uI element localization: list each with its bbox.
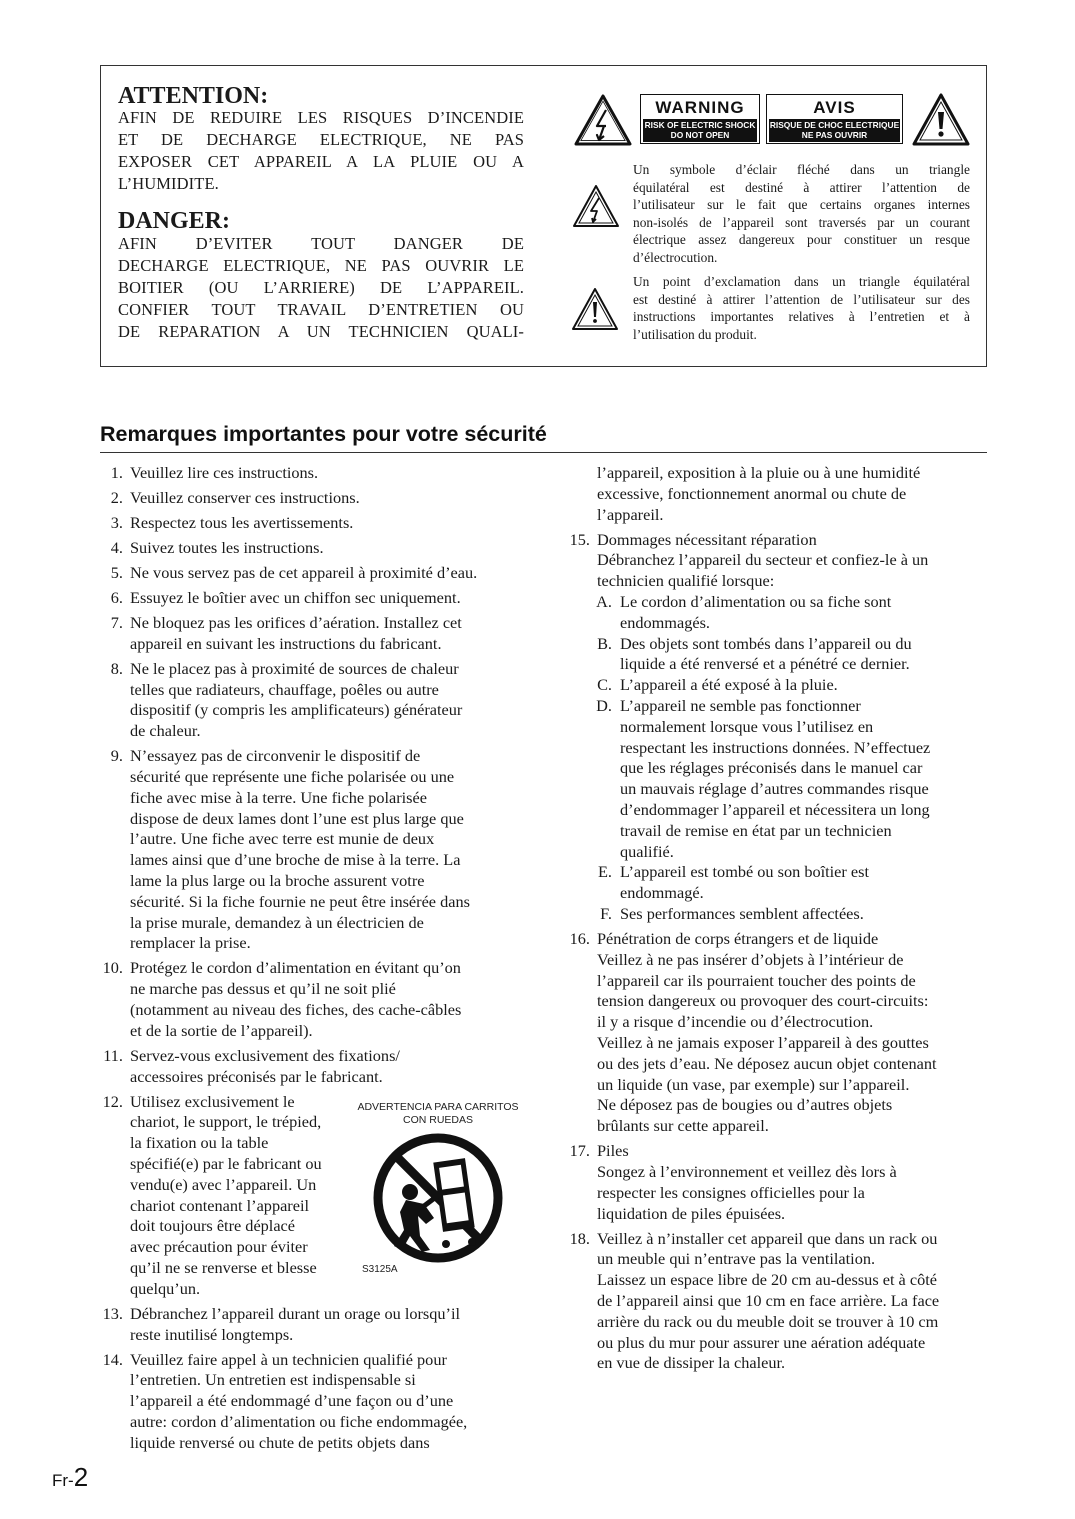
sub-item-text: un mauvais réglage d’autres commandes risque [620,779,929,799]
list-item-text: chariot, le support, le trépied, [130,1112,322,1132]
attention-line: EXPOSER CET APPAREIL A LA PLUIE OU A [118,152,524,171]
list-item-text: il y a risque d’incendie ou d’électrocution. [597,1012,874,1032]
section-title: Remarques importantes pour votre sécurité [100,422,547,446]
list-item-text: sécurité que représente une fiche polarisée ou une [130,767,455,786]
sub-item-letter: E. [597,862,612,882]
page-prefix: Fr- [52,1471,74,1490]
list-item-number: 7. [110,613,123,632]
list-item-text: Servez-vous exclusivement des fixations/ [130,1045,400,1065]
list-item-text: l’appareil car ils pourraient toucher des points de [597,970,916,990]
list-item-number: 3. [110,513,123,532]
sub-item-letter: C. [597,675,612,695]
sub-item-text: Le cordon d’alimentation ou sa fiche sont [620,592,892,611]
list-item-text: brûlants sur cette appareil. [597,1116,769,1136]
list-item-text: l’appareil, exposition à la pluie ou à une humidité [597,463,921,482]
list-item-text: en vue de dissiper la chaleur. [597,1353,786,1373]
danger-line: AFIN D’EVITER TOUT DANGER DE [118,234,524,253]
list-item-text: Débranchez l’appareil du secteur et confiez-le à un [597,550,929,570]
list-item-text: (notamment au niveau des fiches, des cache-câbles [130,1000,462,1019]
warning-label-title: WARNING [655,98,745,117]
list-item-text: remplacer la prise. [130,933,251,953]
list-item-text: doit toujours être déplacé [130,1216,296,1236]
avis-label-sub2: NE PAS OUVRIR [801,130,868,140]
list-item-text: Pénétration de corps étrangers et de liquide [597,929,879,948]
list-item-number: 8. [110,658,123,678]
list-item-text: liquide renversé ou chute de petits objets dans [130,1432,430,1452]
sub-item-text: travail de remise en état par un technicien [620,820,892,840]
section-divider [100,452,987,453]
danger-line: BOITIER (OU L’ARRIERE) DE L’APPAREIL. [118,278,524,297]
list-item-number: 11. [103,1045,123,1065]
lightning-warning-icon [573,93,633,147]
list-item-text: quelqu’un. [130,1278,201,1298]
cart-tip-over-icon [372,1132,504,1264]
sub-item-text: liquide a été renversé et a pénétré ce dernier. [620,654,910,674]
list-item-text: Dommages nécessitant réparation [597,529,817,549]
list-item-number: 1. [110,463,123,482]
cart-caption-line1: ADVERTENCIA PARA CARRITOS [357,1101,519,1113]
list-item-text: appareil en suivant les instructions du fabricant. [130,633,442,653]
list-item-number: 4. [110,538,123,557]
list-item-text: dispositif (y compris les amplificateurs) générateur [130,700,463,720]
list-item-text: liquidation de piles épuisées. [597,1203,786,1223]
avis-label-sub [769,119,900,142]
exclamation-description [633,273,970,343]
sub-item-letter: A. [596,592,612,611]
list-item-number: 16. [569,929,590,948]
list-item-number: 2. [110,488,123,507]
list-item-text: autre: cordon d’alimentation ou fiche endommagée, [130,1412,468,1431]
list-item-text: reste inutilisé longtemps. [130,1324,294,1344]
cart-code: S3125A [362,1264,398,1275]
list-item-number: 17. [569,1141,590,1161]
sub-item-letter: B. [597,633,612,653]
lightning-desc-line: non-isolés de l’appareil sont traversés par un courant [633,214,970,230]
sub-item-text: Ses performances semblent affectées. [620,904,864,923]
cart-caption [352,1101,524,1127]
list-item-text: lame la plus large ou la broche assurent votre [130,871,425,890]
list-item-text: Laissez un espace libre de 20 cm au-dessus et à côté [597,1270,937,1290]
exclamation-warning-icon [911,92,971,147]
list-item-text: Protégez le cordon d’alimentation en évitant qu’on [130,958,461,978]
attention-line: L’HUMIDITE. [118,174,219,193]
sub-item-text: qualifié. [620,841,674,861]
lightning-symbol-icon [571,183,621,229]
lightning-desc-line: équilatéral est destiné à attirer l’attention de [633,179,970,195]
sub-item-text: respectant les instructions données. N’effectuez [620,737,931,757]
exclaim-desc-line: est destiné à attirer l’attention de l’utilisateur sur des [633,291,970,307]
list-item-text: Ne le placez pas à proximité de sources de chaleur [130,658,459,678]
exclamation-symbol-icon [570,286,620,332]
list-item-text: Veillez à ne jamais exposer l’appareil à des gouttes [597,1033,929,1052]
sub-item-letter: D. [596,696,612,715]
list-item-text: Respectez tous les avertissements. [130,513,354,532]
sub-item-text: d’endommager l’appareil et nécessitera un long [620,800,930,819]
list-item-text: lames ainsi que d’une broche de mise à la terre. La [130,850,461,870]
lightning-desc-line: d’électrocution. [633,249,718,265]
cart-caption-line2: CON RUEDAS [402,1114,473,1126]
list-item-number: 15. [569,529,590,549]
list-item-text: spécifié(e) par le fabricant ou [130,1154,322,1173]
list-item-text: excessive, fonctionnement anormal ou chute de [597,483,907,503]
sub-item-text: endommagé. [620,883,704,903]
list-item-text: vendu(e) avec l’appareil. Un [130,1174,317,1194]
list-item-text: l’appareil. [597,504,664,524]
exclaim-desc-line: instructions importantes relatives à l’entretien et à [633,309,970,325]
warning-label-sub [643,119,757,142]
list-item-text: un meuble qui n’entrave pas la ventilation. [597,1249,876,1269]
list-item-text: dispose de deux lames dont l’une est plus large que [130,808,464,828]
lightning-description [633,161,970,267]
sub-item-text: L’appareil ne semble pas fonctionner [620,696,861,715]
attention-heading: ATTENTION: [118,83,269,109]
sub-item-text: Des objets sont tombés dans l’appareil ou du [620,633,912,653]
warning-label-sub1: RISK OF ELECTRIC SHOCK [644,120,756,130]
list-item-number: 12. [102,1091,123,1111]
list-item-text: Veillez à n’installer cet appareil que dans un rack ou [597,1228,938,1248]
avis-label [766,94,903,144]
list-item-text: telles que radiateurs, chauffage, poêles ou autre [130,679,439,699]
avis-label-title: AVIS [813,98,856,117]
list-item-number: 10. [102,958,123,978]
list-item-text: Veuillez conserver ces instructions. [130,488,360,507]
sub-item-text: normalement lorsque vous l’utilisez en [620,716,874,736]
list-item-text: N’essayez pas de circonvenir le dispositif de [130,746,421,766]
list-item-text: Suivez toutes les instructions. [130,538,324,557]
list-item-number: 6. [110,588,123,607]
list-item-number: 5. [110,563,123,582]
list-item-text: Ne bloquez pas les orifices d’aération. Installez cet [130,613,462,632]
exclaim-desc-line: l’utilisation du produit. [633,326,757,342]
avis-label-sub1: RISQUE DE CHOC ELECTRIQUE [769,120,900,130]
list-item-text: tension dangereux ou provoquer des court-circuits: [597,991,929,1011]
sub-item-text: que les réglages préconisés dans le manuel car [620,758,923,778]
danger-line: DECHARGE ELECTRIQUE, NE PAS OUVRIR LE [118,256,524,275]
page-number [52,1462,88,1493]
list-item-text: Piles [597,1141,629,1161]
list-item-text: arrière du rack ou du meuble doit se trouver à 10 cm [597,1311,939,1331]
attention-line: AFIN DE REDUIRE LES RISQUES D’INCENDIE [118,108,524,127]
danger-line: CONFIER TOUT TRAVAIL D’ENTRETIEN OU [118,300,524,319]
list-item-text: ou plus du mur pour assurer une aération adéquate [597,1332,926,1352]
list-item-text: accessoires préconisés par le fabricant. [130,1066,383,1086]
list-item-text: ou des jets d’eau. Ne déposez aucun objet contenant [597,1053,937,1073]
list-item-number: 13. [102,1303,123,1323]
list-item-text: avec précaution pour éviter [130,1237,308,1257]
warning-label-sub2: DO NOT OPEN [670,130,730,140]
sub-item-letter: F. [600,904,612,923]
exclaim-desc-line: Un point d’exclamation dans un triangle équilatéral [633,274,970,289]
list-item-text: l’autre. Une fiche avec terre est munie de deux [130,829,435,849]
list-item-text: qu’il ne se renverse et blesse [130,1258,317,1277]
list-item-text: Songez à l’environnement et veillez dès lors à [597,1162,897,1181]
list-item-text: l’appareil a été endommagé d’une façon ou d’une [130,1391,454,1411]
sub-item-text: endommagés. [620,612,710,632]
list-item-text: de l’appareil ainsi que 10 cm en face arrière. La face [597,1291,940,1310]
list-item-text: sécurité. Si la fiche fournie ne peut être insérée dans [130,891,470,911]
attention-line: ET DE DECHARGE ELECTRIQUE, NE PAS [118,130,524,149]
list-item-text: Essuyez le boîtier avec un chiffon sec uniquement. [130,588,461,607]
list-item-number: 9. [110,746,123,766]
list-item-text: fiche avec mise à la terre. Une fiche polarisée [130,787,427,807]
list-item-text: Veillez à ne pas insérer d’objets à l’intérieur de [597,949,904,969]
list-item-number: 18. [569,1228,590,1248]
sub-item-text: L’appareil a été exposé à la pluie. [620,675,838,695]
list-item-text: et de la sortie de l’appareil). [130,1020,313,1040]
list-item-text: Ne vous servez pas de cet appareil à proximité d’eau. [130,563,478,582]
danger-heading: DANGER: [118,208,230,234]
danger-text [118,233,524,343]
list-item-text: un liquide (un vase, par exemple) sur l’appareil. [597,1074,910,1094]
lightning-desc-line: Un symbole d’éclair fléché dans un triangle [633,162,970,177]
lightning-desc-line: électrique assez dangereux pour constituer un resque [633,232,970,248]
list-item-text: Ne déposez pas de bougies ou d’autres objets [597,1095,893,1115]
danger-line: DE REPARATION A UN TECHNICIEN QUALI- [118,322,524,341]
list-item-number: 14. [102,1349,123,1369]
list-item-text: Débranchez l’appareil durant un orage ou lorsqu’il [130,1303,461,1323]
page-number-value: 2 [73,1462,89,1492]
sub-item-text: L’appareil est tombé ou son boîtier est [620,862,869,882]
attention-text [118,107,524,195]
list-item-text: de chaleur. [130,721,201,741]
list-item-text: Utilisez exclusivement le [130,1091,295,1111]
list-item-text: ne marche pas dessus et qu’il ne soit plié [130,979,396,999]
list-item-text: la fixation ou la table [130,1133,269,1153]
warning-label [640,94,760,144]
list-item-text: Veuillez lire ces instructions. [130,463,319,482]
list-item-text: chariot contenant l’appareil [130,1195,310,1215]
list-item-text: Veuillez faire appel à un technicien qualifié pour [130,1349,447,1369]
list-item-text: technicien qualifié lorsque: [597,571,775,591]
list-item-text: l’entretien. Un entretien est indispensable si [130,1370,416,1390]
lightning-desc-line: l’utilisateur sur le fait que certains organes internes [633,197,970,213]
list-item-text: respecter les consignes officielles pour la [597,1182,865,1202]
list-item-text: la prise murale, demandez à un électricien de [130,912,424,932]
